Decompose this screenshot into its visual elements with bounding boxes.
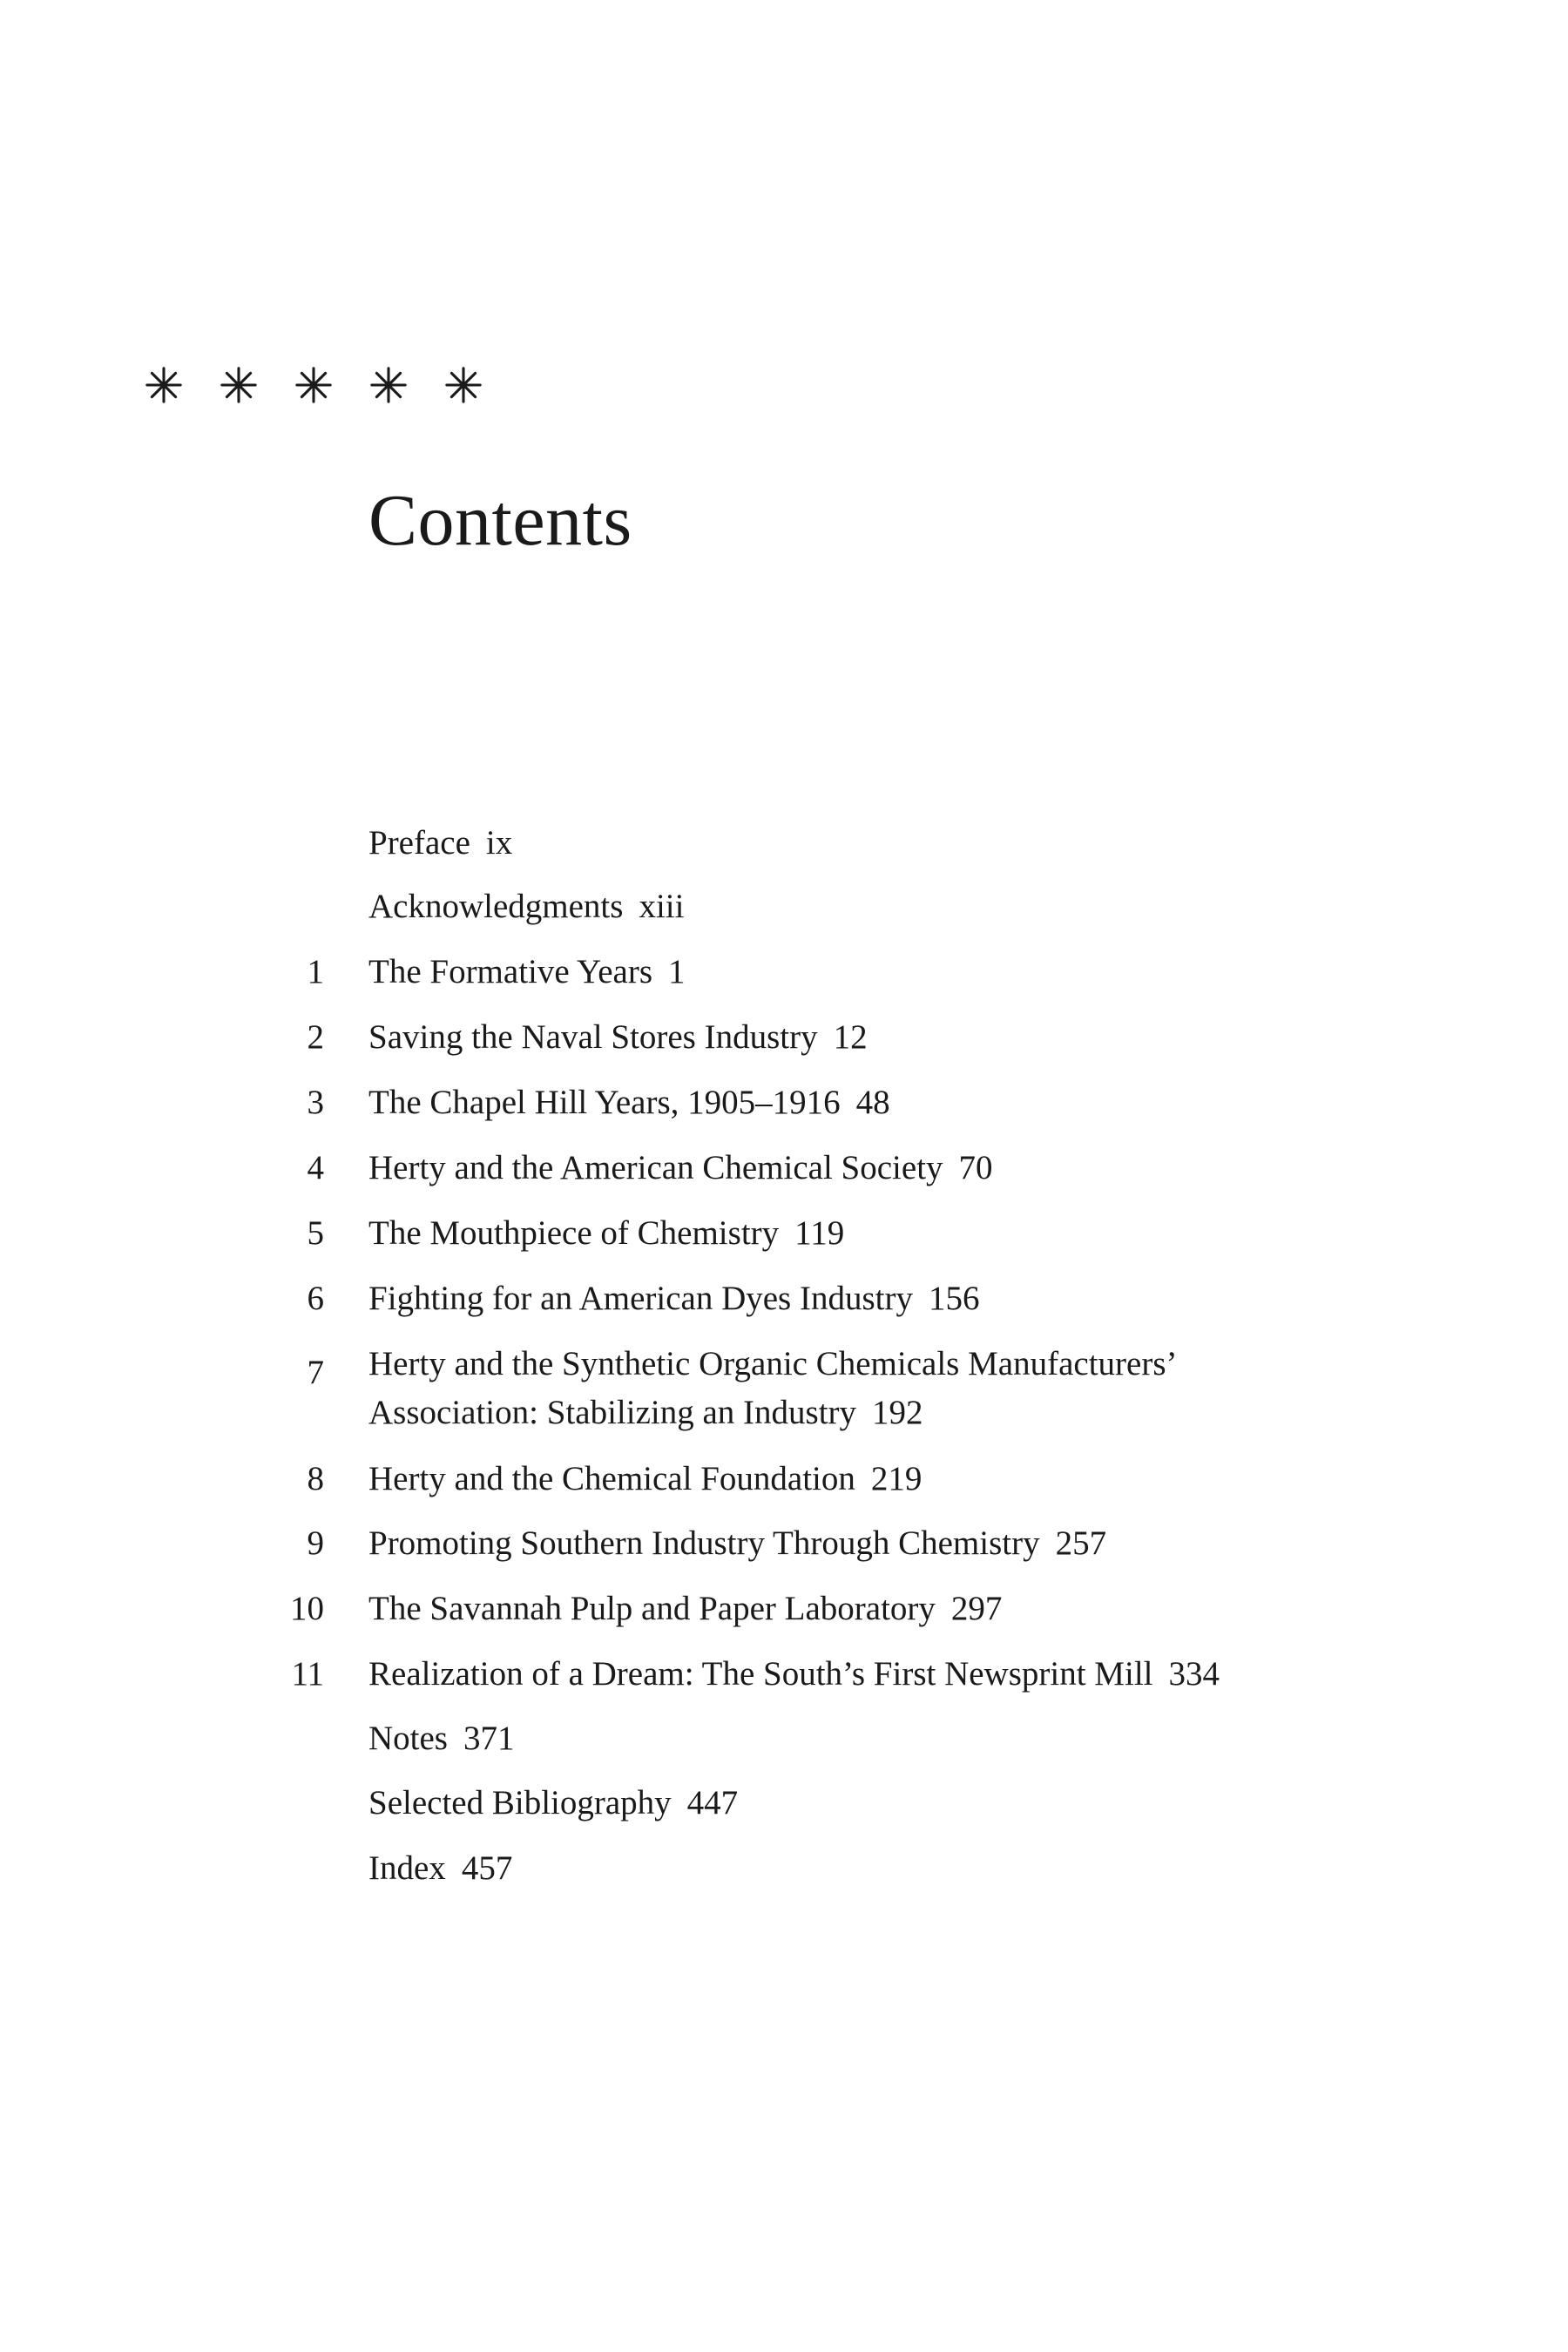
- toc-entry-title: The Mouthpiece of Chemistry: [368, 1214, 780, 1252]
- chapter-number: 11: [291, 1655, 324, 1693]
- toc-entry-title: Herty and the Synthetic Organic Chemicals Manufacturers’: [368, 1345, 1178, 1382]
- toc-entry-page: 70: [958, 1149, 993, 1186]
- toc-entry-title: Herty and the American Chemical Society: [368, 1149, 943, 1186]
- toc-entry-title: Preface: [368, 824, 470, 862]
- chapter-number: 5: [307, 1214, 324, 1252]
- toc-entry-text: [368, 1209, 844, 1258]
- asterisk-icon: [368, 359, 443, 411]
- toc-entry-text: [368, 819, 512, 868]
- toc-entry-text: [368, 1078, 890, 1127]
- toc-entry-text: [368, 1650, 1220, 1699]
- toc-entry-text: [368, 1714, 515, 1763]
- toc-entry-text: [368, 1013, 868, 1062]
- toc-entry-page: 219: [870, 1460, 923, 1497]
- toc-entry-page: 12: [833, 1018, 868, 1056]
- toc-entry-text: [368, 1779, 738, 1828]
- toc-entry-text: [368, 1274, 979, 1323]
- toc-entry-text: [368, 1844, 512, 1893]
- toc-entry-text: [368, 1585, 1002, 1633]
- toc-entry-page: 297: [950, 1590, 1003, 1627]
- toc-entry-page: 192: [872, 1394, 923, 1431]
- toc-entry-page: 457: [461, 1849, 513, 1887]
- toc-entry-page: 447: [686, 1784, 739, 1821]
- toc-entry-title: Promoting Southern Industry Through Chemistry: [368, 1524, 1040, 1562]
- toc-entry-title: Notes: [368, 1720, 448, 1757]
- toc-entry-title: Herty and the Chemical Foundation: [368, 1460, 855, 1497]
- toc-entry-page: 1: [668, 953, 686, 990]
- toc-entry-title: Acknowledgments: [368, 888, 624, 925]
- chapter-number: 6: [307, 1280, 324, 1317]
- toc-entry-title: Saving the Naval Stores Industry: [368, 1018, 818, 1056]
- toc-entry-page: 119: [794, 1214, 845, 1252]
- toc-entry-page: 156: [928, 1280, 980, 1317]
- toc-entry-page: 334: [1168, 1655, 1220, 1693]
- chapter-number: 10: [290, 1590, 324, 1627]
- chapter-number: 1: [307, 953, 324, 990]
- toc-entry-text: [368, 1144, 993, 1193]
- toc-entry-text: [368, 1519, 1106, 1568]
- chapter-number: 9: [307, 1524, 324, 1562]
- chapter-number: 2: [307, 1018, 324, 1056]
- toc-entry-title: Index: [368, 1849, 446, 1887]
- toc-entry-text-line-2: [368, 1389, 923, 1437]
- asterisk-ornament-row: [144, 359, 518, 411]
- toc-entry-title-line-2: Association: Stabilizing an Industry: [368, 1394, 857, 1431]
- asterisk-icon: [443, 359, 518, 411]
- page-title: Contents: [368, 480, 632, 561]
- toc-entry-text: [368, 948, 686, 997]
- toc-entry-title: Realization of a Dream: The South’s First Newsprint Mill: [368, 1655, 1153, 1693]
- toc-entry-page: ix: [485, 824, 513, 862]
- toc-entry-page: 257: [1055, 1524, 1107, 1562]
- asterisk-icon: [294, 359, 368, 411]
- toc-entry-page: xiii: [639, 888, 685, 925]
- toc-entry-title: Selected Bibliography: [368, 1784, 672, 1821]
- toc-entry-text: [368, 1455, 922, 1504]
- toc-entry-title: Fighting for an American Dyes Industry: [368, 1280, 913, 1317]
- toc-entry-title: The Savannah Pulp and Paper Laboratory: [368, 1590, 936, 1627]
- asterisk-icon: [219, 359, 294, 411]
- chapter-number: 7: [307, 1354, 324, 1391]
- asterisk-icon: [144, 359, 219, 411]
- chapter-number: 3: [307, 1084, 324, 1121]
- toc-entry-title: The Formative Years: [368, 953, 653, 990]
- toc-entry-title: The Chapel Hill Years, 1905–1916: [368, 1084, 841, 1121]
- toc-entry-page: 48: [855, 1084, 890, 1121]
- chapter-number: 4: [307, 1149, 324, 1186]
- toc-entry-page: 371: [463, 1720, 515, 1757]
- toc-entry-text: [368, 882, 684, 931]
- chapter-number: 8: [307, 1460, 324, 1497]
